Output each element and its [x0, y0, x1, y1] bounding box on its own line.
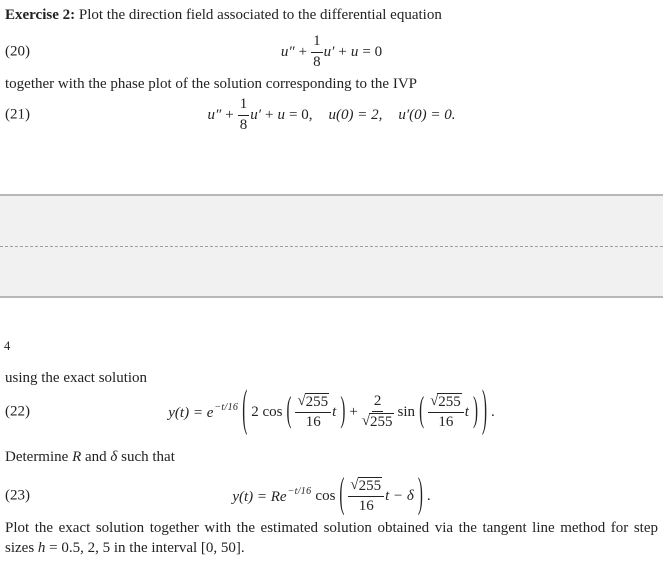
math-token: . — [490, 403, 495, 420]
fraction-sqrt255-16 — [348, 477, 384, 516]
exercise-intro-paragraph — [5, 5, 442, 25]
fraction-numerator — [428, 393, 464, 413]
math-token: t — [332, 403, 337, 420]
math-token: + — [225, 106, 234, 123]
var-h: h — [37, 540, 46, 556]
right-paren-inner: ) — [340, 391, 346, 430]
outro-paragraph — [5, 518, 658, 558]
equation-23-tag: (23) — [5, 487, 30, 504]
page-number: 4 — [4, 339, 11, 353]
left-paren-inner: ( — [419, 391, 425, 430]
equation-22 — [0, 384, 663, 440]
radical-icon: √ — [361, 413, 371, 429]
outro-text: = 0.5, 2, 5 in the interval [0, 50]. — [45, 540, 245, 556]
math-token: u — [350, 43, 359, 60]
radical-icon: √ — [430, 392, 439, 409]
left-paren: ( — [339, 472, 345, 517]
determine-text: Determine — [5, 449, 73, 465]
equation-20-tag: (20) — [5, 43, 30, 60]
var-delta: δ — [110, 449, 118, 465]
math-token: + — [265, 106, 274, 123]
fraction-numerator — [348, 477, 384, 497]
outro-text: Plot the exact solution together with the estimated solution obtained via the tangent line method for step sizes — [5, 520, 658, 556]
math-token: u″ — [207, 106, 222, 123]
fraction-numerator — [295, 393, 331, 413]
fraction-denominator: 8 — [313, 53, 321, 70]
fraction-numerator: 1 — [311, 33, 323, 52]
exponent: −t/16 — [214, 402, 239, 413]
fraction-2-sqrt255 — [362, 393, 394, 432]
page-break-band — [0, 194, 663, 298]
var-R: R — [72, 449, 82, 465]
page-break-dashed-line — [0, 246, 663, 247]
exponent: −t/16 — [287, 486, 312, 497]
math-token: + — [298, 43, 308, 60]
math-token: u′ — [250, 106, 262, 123]
fraction-denominator: 8 — [239, 116, 248, 133]
math-token: sin — [397, 403, 416, 420]
fraction-denominator: 16 — [305, 414, 321, 430]
determine-text: such that — [117, 449, 175, 465]
radicand: 255 — [438, 393, 461, 410]
equation-20 — [0, 30, 663, 74]
left-paren-outer: ( — [242, 383, 248, 438]
math-token: t — [464, 403, 469, 420]
math-lhs: y(t) = Re — [232, 489, 287, 505]
radical-icon: √ — [350, 476, 359, 493]
initial-condition-1: u(0) = 2, — [328, 106, 383, 123]
math-token: = 0, — [288, 106, 313, 123]
math-token: + — [349, 403, 358, 420]
fraction-one-eighth — [311, 33, 323, 71]
using-solution-paragraph: using the exact solution — [5, 370, 148, 386]
fraction-numerator: 1 — [238, 96, 250, 115]
math-token: cos — [315, 487, 336, 504]
math-token — [168, 402, 238, 422]
math-token: . — [426, 487, 431, 504]
equation-21 — [0, 93, 663, 137]
right-paren-outer: ) — [481, 383, 487, 438]
equation-23 — [0, 468, 663, 524]
fraction-denominator — [362, 412, 394, 431]
math-token: u″ — [280, 43, 295, 60]
fraction-denominator: 16 — [358, 498, 374, 514]
exercise-label: Exercise 2: — [5, 7, 76, 23]
right-paren: ) — [417, 472, 423, 517]
math-token: u — [277, 106, 285, 123]
fraction-sqrt255-16 — [428, 393, 464, 432]
math-token: t − δ — [385, 487, 414, 504]
ivp-intro-paragraph: together with the phase plot of the solution corresponding to the IVP — [5, 76, 418, 92]
math-token: 2 cos — [251, 403, 283, 420]
determine-text: and — [81, 449, 111, 465]
math-token: = 0 — [362, 43, 383, 60]
radicand: 255 — [358, 477, 382, 494]
sqrt-255 — [297, 393, 329, 411]
sqrt-255 — [362, 413, 394, 431]
math-token: + — [338, 43, 347, 60]
math-token — [232, 486, 311, 506]
initial-condition-2: u′(0) = 0. — [398, 106, 456, 123]
radical-icon: √ — [297, 392, 306, 409]
fraction-numerator: 2 — [372, 393, 384, 412]
radicand: 255 — [305, 393, 329, 410]
determine-paragraph — [5, 447, 175, 467]
fraction-sqrt255-16 — [295, 393, 331, 432]
equation-21-tag: (21) — [5, 106, 30, 123]
math-token: u′ — [323, 43, 335, 60]
fraction-one-eighth — [238, 96, 250, 134]
radicand: 255 — [370, 414, 393, 430]
sqrt-255 — [350, 477, 382, 495]
math-lhs: y(t) = e — [168, 405, 214, 421]
left-paren-inner: ( — [286, 391, 292, 430]
exercise-intro-text: Plot the direction field associated to the differential equation — [75, 7, 442, 23]
equation-22-tag: (22) — [5, 403, 30, 420]
right-paren-inner: ) — [472, 391, 478, 430]
fraction-denominator: 16 — [438, 414, 454, 430]
sqrt-255 — [430, 393, 462, 411]
